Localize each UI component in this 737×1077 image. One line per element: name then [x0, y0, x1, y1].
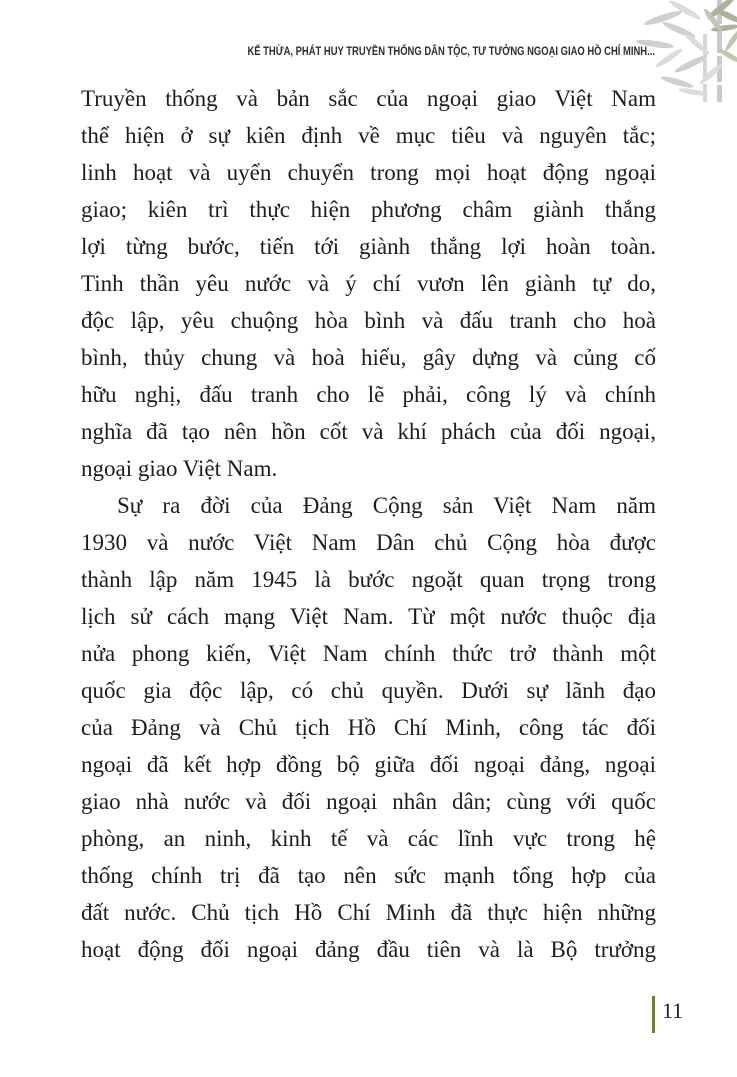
text-line: phòng, an ninh, kinh tế và các lĩnh vực trong hệ	[81, 826, 656, 851]
text-line: Sự ra đời của Đảng Cộng sản Việt Nam năm	[117, 493, 656, 518]
running-head-text: KẾ THỪA, PHÁT HUY TRUYỀN THỐNG DÂN TỘC, TƯ TƯỞNG NGOẠI GIAO HỒ CHÍ MINH...	[247, 46, 655, 58]
text-line: độc lập, yêu chuộng hòa bình và đấu tranh cho hoà	[81, 308, 656, 333]
text-line: 1930 và nước Việt Nam Dân chủ Cộng hòa được	[81, 530, 656, 555]
text-line: đất nước. Chủ tịch Hồ Chí Minh đã thực hiện những	[81, 900, 656, 925]
text-line: lợi từng bước, tiến tới giành thắng lợi hoàn toàn.	[81, 234, 656, 259]
text-line: nghĩa đã tạo nên hồn cốt và khí phách của đối ngoại,	[81, 419, 656, 444]
body-text	[81, 80, 656, 968]
page-number-divider	[652, 996, 655, 1033]
text-line: bình, thủy chung và hoà hiếu, gây dựng và củng cố	[81, 345, 656, 370]
text-line: thể hiện ở sự kiên định về mục tiêu và nguyên tắc;	[81, 123, 656, 148]
text-line: lịch sử cách mạng Việt Nam. Từ một nước thuộc địa	[81, 604, 656, 629]
text-line: hoạt động đối ngoại đảng đầu tiên và là Bộ trưởng	[81, 937, 656, 962]
text-line: hữu nghị, đấu tranh cho lẽ phải, công lý và chính	[81, 382, 656, 407]
text-line: thống chính trị đã tạo nên sức mạnh tổng hợp của	[81, 863, 656, 888]
text-line: giao; kiên trì thực hiện phương châm giành thắng	[81, 197, 656, 222]
text-line: ngoại đã kết hợp đồng bộ giữa đối ngoại đảng, ngoại	[81, 752, 656, 777]
page-number: 11	[662, 998, 684, 1023]
text-line: Truyền thống và bản sắc của ngoại giao Việt Nam	[81, 86, 656, 111]
text-line: của Đảng và Chủ tịch Hồ Chí Minh, công tác đối	[81, 715, 656, 740]
text-line: nửa phong kiến, Việt Nam chính thức trở thành một	[81, 641, 656, 666]
text-line: linh hoạt và uyển chuyển trong mọi hoạt động ngoại	[81, 160, 656, 185]
text-line: thành lập năm 1945 là bước ngoặt quan trọng trong	[81, 567, 656, 592]
running-head	[0, 46, 655, 58]
text-line: ngoại giao Việt Nam.	[81, 456, 278, 481]
text-line: quốc gia độc lập, có chủ quyền. Dưới sự lãnh đạo	[81, 678, 656, 703]
text-line: giao nhà nước và đối ngoại nhân dân; cùng với quốc	[81, 789, 656, 814]
text-line: Tinh thần yêu nước và ý chí vươn lên giành tự do,	[81, 271, 656, 296]
